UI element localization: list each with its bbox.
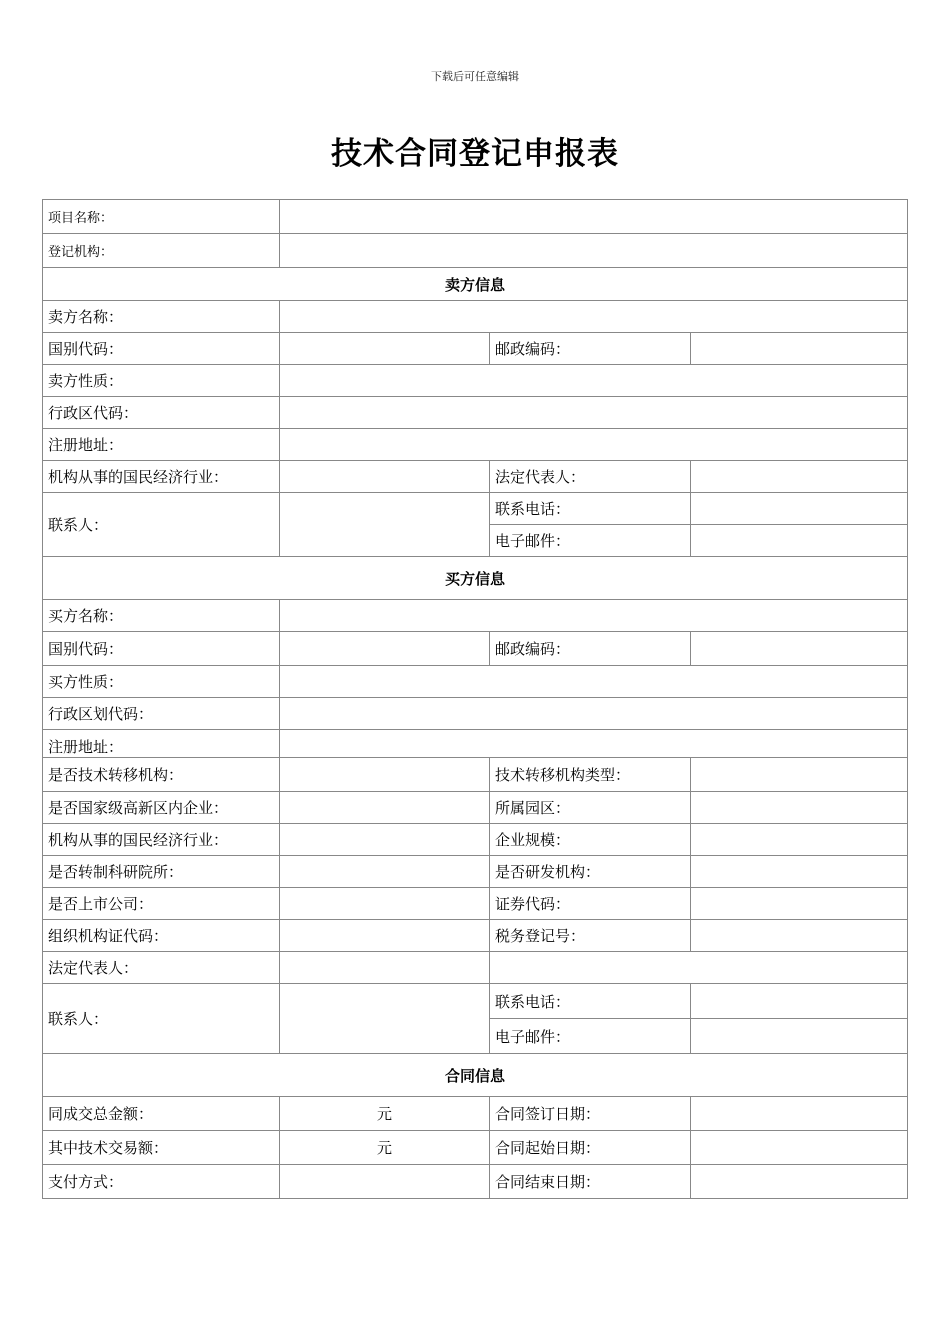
field-buyer-industry[interactable] <box>280 824 490 856</box>
row-buyer-industry <box>43 824 908 856</box>
label-contract-start-date: 合同起始日期： <box>490 1131 691 1165</box>
label-seller-country-code: 国别代码： <box>43 333 280 365</box>
field-buyer-country-code[interactable] <box>280 632 490 666</box>
row-contract-payment <box>43 1165 908 1199</box>
field-buyer-tech-transfer[interactable] <box>280 758 490 792</box>
section-buyer: 买方信息 <box>43 557 908 600</box>
label-registry: 登记机构： <box>43 234 280 268</box>
row-buyer-nature <box>43 666 908 698</box>
field-buyer-blank[interactable] <box>490 952 908 984</box>
label-buyer-name: 买方名称： <box>43 600 280 632</box>
field-seller-name[interactable] <box>280 301 908 333</box>
row-seller-section <box>43 268 908 301</box>
row-buyer-contact <box>43 984 908 1019</box>
row-registry <box>43 234 908 268</box>
field-seller-postal-code[interactable] <box>691 333 908 365</box>
registration-form-table <box>42 199 908 1199</box>
label-contract-end-date: 合同结束日期： <box>490 1165 691 1199</box>
row-contract-tech <box>43 1131 908 1165</box>
field-seller-phone[interactable] <box>691 493 908 525</box>
row-buyer-legal-rep <box>43 952 908 984</box>
row-seller-country <box>43 333 908 365</box>
row-project-name <box>43 200 908 234</box>
label-seller-industry: 机构从事的国民经济行业： <box>43 461 280 493</box>
row-seller-region <box>43 397 908 429</box>
field-contract-total-amount[interactable] <box>280 1097 490 1131</box>
label-buyer-contact: 联系人： <box>43 984 280 1054</box>
field-seller-region-code[interactable] <box>280 397 908 429</box>
label-buyer-hitech-zone: 是否国家级高新区内企业： <box>43 792 280 824</box>
field-buyer-rd-institution[interactable] <box>691 856 908 888</box>
field-contract-payment[interactable] <box>280 1165 490 1199</box>
label-seller-name: 卖方名称： <box>43 301 280 333</box>
label-seller-nature: 卖方性质： <box>43 365 280 397</box>
label-buyer-listed: 是否上市公司： <box>43 888 280 920</box>
row-buyer-country <box>43 632 908 666</box>
label-seller-phone: 联系电话： <box>490 493 691 525</box>
unit-yuan: 元 <box>376 1139 392 1157</box>
unit-yuan: 元 <box>376 1105 392 1123</box>
row-contract-total <box>43 1097 908 1131</box>
row-buyer-region <box>43 698 908 730</box>
label-buyer-nature: 买方性质： <box>43 666 280 698</box>
field-buyer-converted-institute[interactable] <box>280 856 490 888</box>
row-contract-section <box>43 1054 908 1097</box>
field-seller-country-code[interactable] <box>280 333 490 365</box>
field-buyer-name[interactable] <box>280 600 908 632</box>
row-buyer-institute <box>43 856 908 888</box>
label-buyer-region-code: 行政区划代码： <box>43 698 280 730</box>
field-project-name[interactable] <box>280 200 908 234</box>
label-contract-payment: 支付方式： <box>43 1165 280 1199</box>
field-buyer-contact[interactable] <box>280 984 490 1054</box>
field-buyer-address[interactable] <box>280 730 908 758</box>
label-buyer-country-code: 国别代码： <box>43 632 280 666</box>
download-note: 下载后可任意编辑 <box>431 70 519 83</box>
section-seller: 卖方信息 <box>43 268 908 301</box>
field-buyer-scale[interactable] <box>691 824 908 856</box>
label-contract-total-amount: 同成交总金额： <box>43 1097 280 1131</box>
label-buyer-tech-transfer-type: 技术转移机构类型： <box>490 758 691 792</box>
label-buyer-tech-transfer: 是否技术转移机构： <box>43 758 280 792</box>
field-buyer-tax-no[interactable] <box>691 920 908 952</box>
field-seller-legal-rep[interactable] <box>691 461 908 493</box>
field-contract-start-date[interactable] <box>691 1131 908 1165</box>
row-seller-contact <box>43 493 908 525</box>
label-buyer-converted-institute: 是否转制科研院所： <box>43 856 280 888</box>
label-buyer-address: 注册地址： <box>43 730 280 758</box>
label-seller-address: 注册地址： <box>43 429 280 461</box>
field-buyer-region-code[interactable] <box>280 698 908 730</box>
label-project-name: 项目名称： <box>43 200 280 234</box>
field-seller-email[interactable] <box>691 525 908 557</box>
label-seller-legal-rep: 法定代表人： <box>490 461 691 493</box>
field-seller-address[interactable] <box>280 429 908 461</box>
row-buyer-org <box>43 920 908 952</box>
field-buyer-nature[interactable] <box>280 666 908 698</box>
label-buyer-postal-code: 邮政编码： <box>490 632 691 666</box>
label-buyer-tax-no: 税务登记号： <box>490 920 691 952</box>
label-buyer-email: 电子邮件： <box>490 1019 691 1054</box>
label-buyer-stock-code: 证券代码： <box>490 888 691 920</box>
row-seller-address <box>43 429 908 461</box>
field-buyer-phone[interactable] <box>691 984 908 1019</box>
label-buyer-scale: 企业规模： <box>490 824 691 856</box>
row-seller-nature <box>43 365 908 397</box>
label-seller-postal-code: 邮政编码： <box>490 333 691 365</box>
label-buyer-phone: 联系电话： <box>490 984 691 1019</box>
field-buyer-org-code[interactable] <box>280 920 490 952</box>
field-buyer-email[interactable] <box>691 1019 908 1054</box>
field-buyer-park[interactable] <box>691 792 908 824</box>
field-seller-industry[interactable] <box>280 461 490 493</box>
label-buyer-org-code: 组织机构证代码： <box>43 920 280 952</box>
field-buyer-stock-code[interactable] <box>691 888 908 920</box>
row-buyer-section <box>43 557 908 600</box>
field-registry[interactable] <box>280 234 908 268</box>
label-contract-tech-amount: 其中技术交易额： <box>43 1131 280 1165</box>
row-buyer-hitech <box>43 792 908 824</box>
field-buyer-tech-transfer-type[interactable] <box>691 758 908 792</box>
field-buyer-listed[interactable] <box>280 888 490 920</box>
row-seller-industry <box>43 461 908 493</box>
label-buyer-industry: 机构从事的国民经济行业： <box>43 824 280 856</box>
row-buyer-listed <box>43 888 908 920</box>
row-seller-name <box>43 301 908 333</box>
row-buyer-tech-transfer <box>43 758 908 792</box>
field-contract-end-date[interactable] <box>691 1165 908 1199</box>
field-buyer-hitech-zone[interactable] <box>280 792 490 824</box>
row-buyer-name <box>43 600 908 632</box>
field-contract-sign-date[interactable] <box>691 1097 908 1131</box>
label-seller-region-code: 行政区代码： <box>43 397 280 429</box>
label-seller-email: 电子邮件： <box>490 525 691 557</box>
field-contract-tech-amount[interactable] <box>280 1131 490 1165</box>
field-seller-contact[interactable] <box>280 493 490 557</box>
row-buyer-address <box>43 730 908 758</box>
label-buyer-park: 所属园区： <box>490 792 691 824</box>
field-buyer-postal-code[interactable] <box>691 632 908 666</box>
label-contract-sign-date: 合同签订日期： <box>490 1097 691 1131</box>
field-seller-nature[interactable] <box>280 365 908 397</box>
label-buyer-rd-institution: 是否研发机构： <box>490 856 691 888</box>
label-buyer-legal-rep: 法定代表人： <box>43 952 280 984</box>
label-seller-contact: 联系人： <box>43 493 280 557</box>
section-contract: 合同信息 <box>43 1054 908 1097</box>
page-title: 技术合同登记申报表 <box>331 136 619 172</box>
field-buyer-legal-rep[interactable] <box>280 952 490 984</box>
